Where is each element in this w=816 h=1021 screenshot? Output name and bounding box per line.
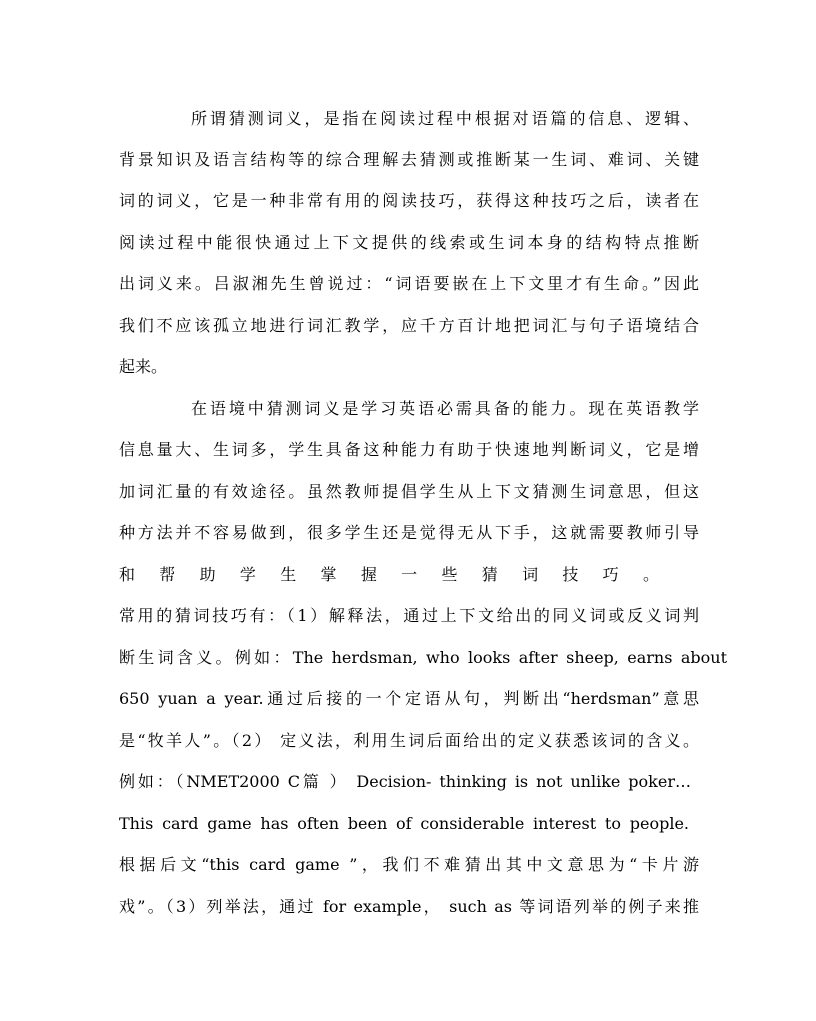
paragraph-2-line-5: 和 帮 助 学 生 掌 握 一 些 猜 词 技 巧 。 xyxy=(119,565,659,584)
paragraph-2-line-4: 种方法并不容易做到，很多学生还是觉得无从下手，这就需要教师引导 xyxy=(119,523,699,542)
paragraph-1-line-1: 所谓猜测词义，是指在阅读过程中根据对语篇的信息、逻辑、 xyxy=(191,109,699,128)
paragraph-1-line-2: 背景知识及语言结构等的综合理解去猜测或推断某一生词、难词、关键 xyxy=(119,150,699,169)
paragraph-2-line-6: 常用的猜词技巧有：（1）解释法，通过上下文给出的同义词或反义词判 xyxy=(119,606,699,625)
paragraph-1-line-3: 词的词义，它是一种非常有用的阅读技巧，获得这种技巧之后，读者在 xyxy=(119,191,699,210)
paragraph-2-line-3: 加词汇量的有效途径。虽然教师提倡学生从上下文猜测生词意思，但这 xyxy=(119,482,699,501)
paragraph-1-line-5: 出词义来。吕淑湘先生曾说过：“词语要嵌在上下文里才有生命。”因此 xyxy=(119,274,699,293)
paragraph-2-line-8: 650 yuan a year.通过后接的一个定语从句，判断出“herdsman”意思 xyxy=(119,689,699,708)
paragraph-2-line-10: 例如：（NMET2000 C篇 ） Decision- thinking is not unlike poker… xyxy=(119,772,691,791)
paragraph-2-line-9: 是“牧羊人”。（2） 定义法，利用生词后面给出的定义获悉该词的含义。 xyxy=(119,731,699,750)
paragraph-1-line-4: 阅读过程中能很快通过上下文提供的线索或生词本身的结构特点推断 xyxy=(119,233,699,252)
paragraph-1-line-7: 起来。 xyxy=(119,357,168,376)
paragraph-2-line-12: 根据后文“this card game ”，我们不难猜出其中文意思为“卡片游 xyxy=(119,855,699,874)
paragraph-2-line-1: 在语境中猜测词义是学习英语必需具备的能力。现在英语教学 xyxy=(191,399,699,418)
paragraph-1-line-6: 我们不应该孤立地进行词汇教学，应千方百计地把词汇与句子语境结合 xyxy=(119,316,699,335)
paragraph-2-line-2: 信息量大、生词多，学生具备这种能力有助于快速地判断词义，它是增 xyxy=(119,440,699,459)
paragraph-2-line-11: This card game has often been of considerable interest to people. xyxy=(119,814,689,833)
paragraph-2-line-7: 断生词含义。例如：The herdsman, who looks after sheep, earns about xyxy=(119,648,727,667)
paragraph-2-line-13: 戏”。（3）列举法，通过 for example， such as 等词语列举的例子来推 xyxy=(119,897,699,916)
